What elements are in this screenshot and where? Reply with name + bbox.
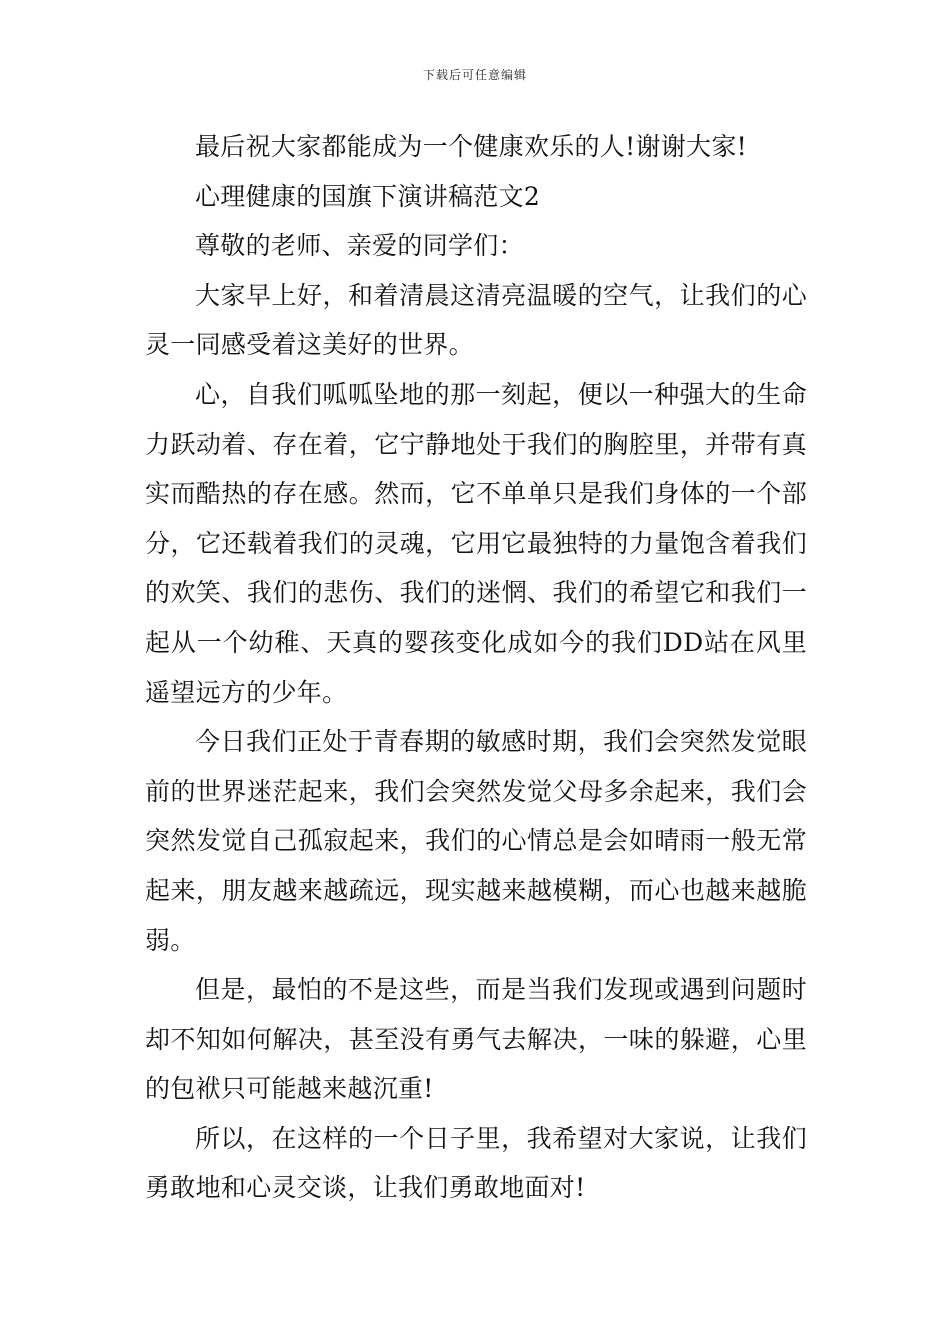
paragraph-greeting: 大家早上好，和着清晨这清亮温暖的空气，让我们的心灵一同感受着这美好的世界。 [145,280,807,360]
closing-paragraph: 最后祝大家都能成为一个健康欢乐的人!谢谢大家! [195,132,747,161]
speech-title: 心理健康的国旗下演讲稿范文2 [195,181,541,211]
paragraph-conclusion: 所以，在这样的一个日子里，我希望对大家说，让我们勇敢地和心灵交谈，让我们勇敢地面对! [145,1123,807,1203]
paragraph-heart: 心，自我们呱呱坠地的那一刻起，便以一种强大的生命力跃动着、存在着，它宁静地处于我们的胸腔里，并带有真实而酷热的存在感。然而，它不单单只是我们身体的一个部分，它还载着我们的灵魂，它用它最独特的力量饱含着我们的欢笑、我们的悲伤、我们的迷惘、我们的希望它和我们一起从一个幼稚、天真的婴孩变化成如今的我们DD站在风里遥望远方的少年。 [145,379,807,707]
salutation: 尊敬的老师、亲爱的同学们： [195,231,524,261]
paragraph-problems: 但是，最怕的不是这些，而是当我们发现或遇到问题时却不知如何解决，甚至没有勇气去解决，一味的躲避，心里的包袱只可能越来越沉重! [145,975,807,1104]
page-header-note: 下载后可任意编辑 [422,68,527,82]
document-body [145,122,807,1213]
paragraph-adolescence: 今日我们正处于青春期的敏感时期，我们会突然发觉眼前的世界迷茫起来，我们会突然发觉父母多余起来，我们会突然发觉自己孤寂起来，我们的心情总是会如晴雨一般无常起来，朋友越来越疏远，现实越来越模糊，而心也越来越脆弱。 [145,727,807,955]
